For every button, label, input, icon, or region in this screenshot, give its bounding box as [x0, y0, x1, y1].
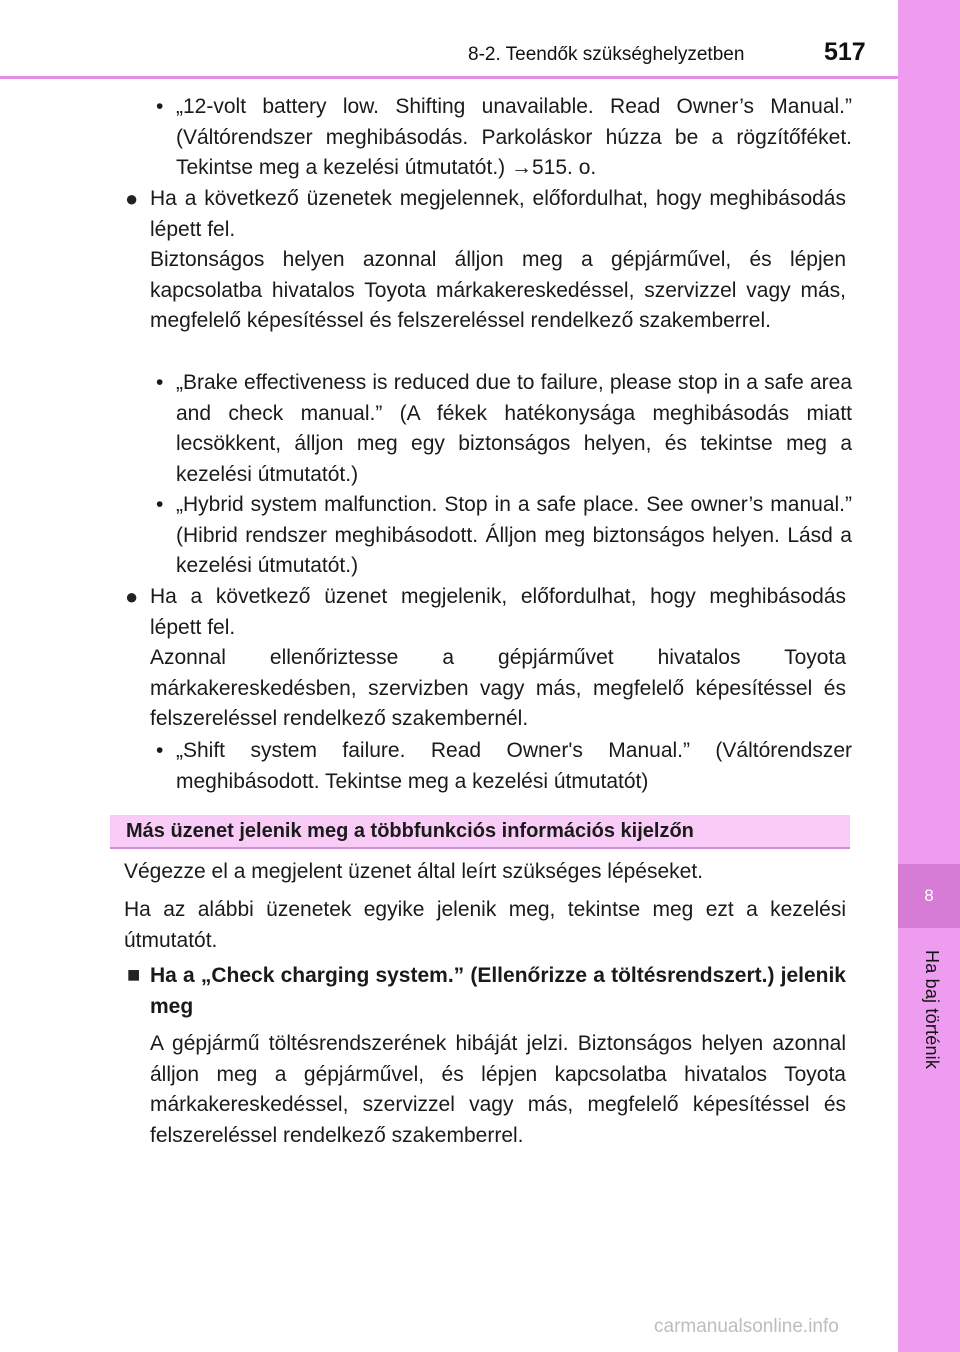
instruction-paragraph: Végezze el a megjelent üzenet által leírt szükséges lépéseket. [124, 860, 704, 883]
page-number: 517 [824, 38, 866, 66]
circle-marker: ● [125, 584, 139, 609]
square-marker: ■ [127, 962, 141, 987]
circle-intro: Ha a következő üzenet megjelenik, előfordulhat, hogy meghibásodás lépett fel. [150, 585, 846, 639]
section-heading-bar [110, 815, 850, 849]
circle-intro: Ha a következő üzenetek megjelennek, előfordulhat, hogy meghibásodás lépett fel. [150, 187, 846, 241]
chapter-tab [898, 864, 960, 928]
bullet-item [156, 92, 852, 184]
circle-marker: ● [125, 186, 139, 211]
side-band [898, 0, 960, 1352]
circle-body: Biztonságos helyen azonnal álljon meg a gépjárművel, és lépjen kapcsolatba hivatalos Toyota márkakereskedéssel, szervizzel vagy más, megfelelő képesítéssel és felszereléssel rendelkező szakemberrel. [150, 248, 846, 332]
section-title-header: 8-2. Teendők szükséghelyzetben [468, 44, 745, 65]
bullet-text: „Shift system failure. Read Owner's Manual.” (Váltórendszer meghibásodott. Tekintse meg a kezelési útmutatót) [176, 739, 852, 793]
chapter-label: Ha baj történik [922, 950, 942, 1070]
bullet-item [156, 490, 852, 582]
bullet-dot: • [156, 739, 164, 762]
bullet-text: „Brake effectiveness is reduced due to failure, please stop in a safe area and check manual.” (A fékek hatékonysága meghibásodás miatt lecsökkent, álljon meg egy biztonságos helyen, és tekintse meg a kezelési útmutatót.) [176, 371, 852, 486]
bullet-text: „Hybrid system malfunction. Stop in a safe place. See owner’s manual.” (Hibrid rendszer meghibásodott. Álljon meg biztonságos helyen. Lásd a kezelési útmutatót.) [176, 493, 852, 577]
section-heading: Más üzenet jelenik meg a többfunkciós információs kijelzőn [126, 819, 694, 842]
circle-body: Azonnal ellenőriztesse a gépjárművet hivatalos Toyota márkakereskedésben, szervizben vagy más, megfelelő képesítéssel és felszereléssel rendelkező szakembernél. [150, 646, 846, 730]
bullet-item [156, 736, 852, 797]
bullet-item [156, 368, 852, 490]
bullet-dot: • [156, 493, 164, 516]
subsection-body: A gépjármű töltésrendszerének hibáját jelzi. Biztonságos helyen azonnal álljon meg a gépjárművel, és lépjen kapcsolatba hivatalos Toyota márkakereskedéssel, szervizzel vagy más, megfelelő képesítéssel és felszereléssel rendelkező szakemberrel. [150, 1032, 846, 1147]
bullet-dot: • [156, 371, 164, 394]
chapter-number: 8 [924, 886, 934, 905]
bullet-text: „12-volt battery low. Shifting unavailable. Read Owner’s Manual.” (Váltórendszer meghibásodás. Parkoláskor húzza be a rögzítőféket. Tekintse meg a kezelési útmutatót.) →515. o. [176, 95, 852, 179]
instruction-paragraph: Ha az alábbi üzenetek egyike jelenik meg, tekintse meg ezt a kezelési útmutatót. [124, 898, 846, 952]
bullet-dot: • [156, 95, 164, 118]
watermark-text: carmanualsonline.info [654, 1316, 839, 1337]
subsection-heading: Ha a „Check charging system.” (Ellenőrizze a töltésrendszert.) jelenik meg [150, 964, 846, 1018]
